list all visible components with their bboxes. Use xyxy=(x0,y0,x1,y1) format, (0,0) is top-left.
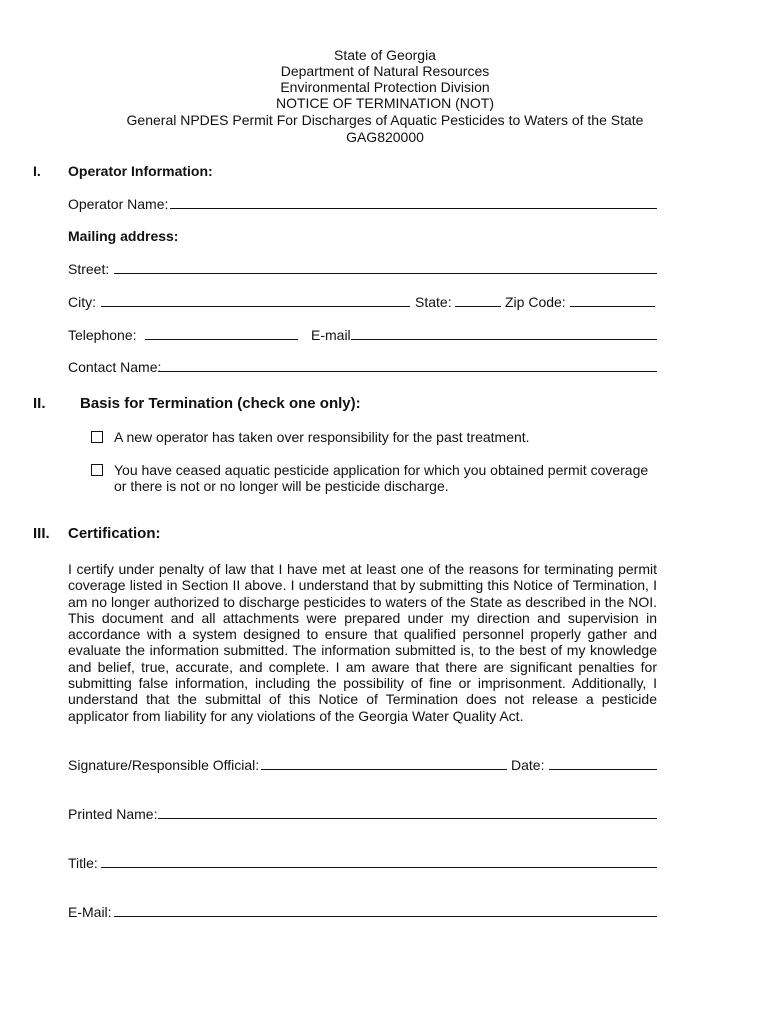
state-label: State: xyxy=(415,294,452,310)
ceased-application-checkbox[interactable] xyxy=(91,464,103,476)
email-field[interactable] xyxy=(351,339,657,340)
new-operator-option-label: A new operator has taken over responsibility for the past treatment. xyxy=(114,429,530,445)
signer-email-label: E-Mail: xyxy=(68,904,112,920)
ceased-application-option-line1: You have ceased aquatic pesticide application for which you obtained permit coverage xyxy=(114,462,649,478)
operator-name-label: Operator Name: xyxy=(68,196,169,212)
printed-name-field[interactable] xyxy=(158,818,657,819)
signature-label: Signature/Responsible Official: xyxy=(68,757,260,773)
telephone-label: Telephone: xyxy=(68,327,137,343)
contact-name-field[interactable] xyxy=(158,371,657,372)
contact-name-label: Contact Name: xyxy=(68,359,162,375)
signer-email-field[interactable] xyxy=(114,916,657,917)
header-permit-title: General NPDES Permit For Discharges of Aquatic Pesticides to Waters of the State xyxy=(126,112,644,128)
street-field[interactable] xyxy=(114,273,657,274)
new-operator-checkbox[interactable] xyxy=(91,431,103,443)
state-field[interactable] xyxy=(455,306,501,307)
street-label: Street: xyxy=(68,261,110,277)
ceased-application-option-line2: or there is not or no longer will be pesticide discharge. xyxy=(114,478,449,494)
mailing-address-label: Mailing address: xyxy=(68,228,179,244)
header-division: Environmental Protection Division xyxy=(280,79,490,95)
city-field[interactable] xyxy=(101,306,410,307)
date-field[interactable] xyxy=(549,769,657,770)
title-field[interactable] xyxy=(101,867,657,868)
title-label: Title: xyxy=(68,855,98,871)
header-department: Department of Natural Resources xyxy=(280,63,490,79)
telephone-field[interactable] xyxy=(145,339,298,340)
zip-code-field[interactable] xyxy=(570,306,655,307)
zip-code-label: Zip Code: xyxy=(505,294,566,310)
section-3-number: III. xyxy=(33,525,50,542)
signature-field[interactable] xyxy=(261,769,507,770)
section-2-title: Basis for Termination (check one only): xyxy=(80,395,361,412)
section-1-number: I. xyxy=(33,163,41,179)
section-2-number: II. xyxy=(33,395,46,412)
email-label: E-mail xyxy=(311,327,351,343)
city-label: City: xyxy=(68,294,96,310)
header-notice-title: NOTICE OF TERMINATION (NOT) xyxy=(275,95,495,111)
printed-name-label: Printed Name: xyxy=(68,806,158,822)
header-permit-number: GAG820000 xyxy=(346,129,424,145)
section-1-title: Operator Information: xyxy=(68,163,213,179)
operator-name-field[interactable] xyxy=(170,208,657,209)
certification-paragraph: I certify under penalty of law that I have met at least one of the reasons for terminating permit coverage listed in Section II above. I understand that by submitting this Notice of Termination, I am no longer authorized to discharge pesticides to waters of the State as described in the NOI. This document and all attachments were prepared under my direction and supervision in accordance with a system designed to ensure that qualified personnel properly gather and evaluate the information submitted. The information submitted is, to the best of my knowledge and belief, true, accurate, and complete. I am aware that there are significant penalties for submitting false information, including the possibility of fine or imprisonment. Additionally, I understand that the submittal of this Notice of Termination does not release a pesticide applicator from liability for any violations of the Georgia Water Quality Act. xyxy=(68,561,657,724)
section-3-title: Certification: xyxy=(68,525,161,542)
header-state: State of Georgia xyxy=(334,47,436,63)
date-label: Date: xyxy=(511,757,545,773)
